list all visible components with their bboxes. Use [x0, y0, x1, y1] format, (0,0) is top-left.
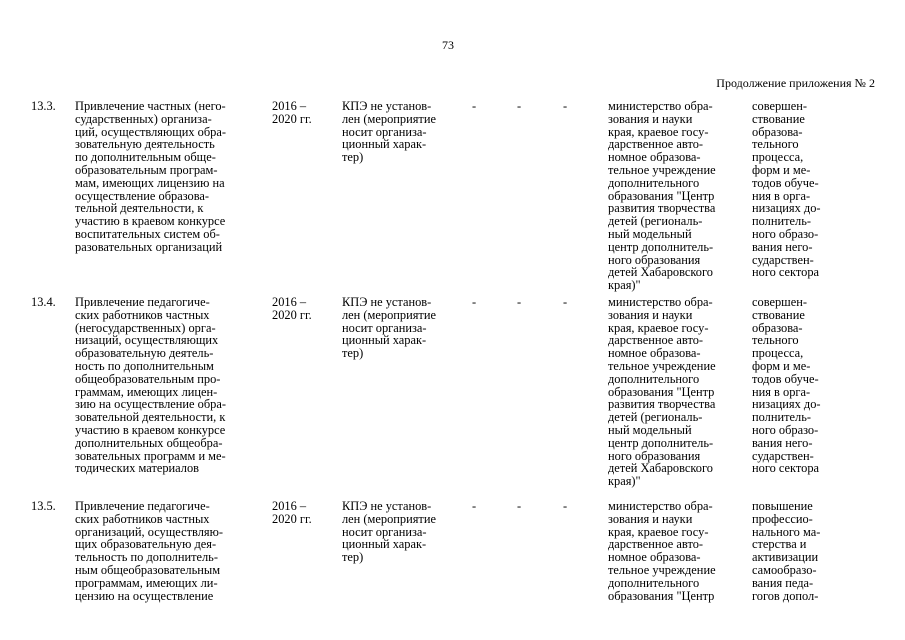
value-dash: -: [472, 295, 477, 309]
row-number: 13.3.: [31, 99, 56, 113]
value-dash: -: [472, 99, 477, 113]
value-dash: -: [517, 499, 522, 513]
value-dash: -: [517, 295, 522, 309]
responsible-executor: министерство обра- зования и науки края, краевое госу- дарственное авто- номное образова- тельное учреждение дополнительного образования "Центр развития творчества детей (региональ- ный модельный центр дополнитель- ного образования детей Хабаровского края)": [608, 99, 716, 293]
kpi-note: КПЭ не установ- лен (мероприятие носит организа- ционный харак- тер): [342, 295, 436, 361]
value-dash: -: [517, 99, 522, 113]
expected-result: совершен- ствование образова- тельного процесса, форм и ме- тодов обуче- ния в орга- низациях до- полнитель- ного образо- вания него- сударствен- ного сектора: [752, 99, 821, 280]
measure-name: Привлечение частных (него- сударственных) организа- ций, осуществляющих обра- зовательную деятельность по дополнительным обще- образовательным програм- мам, имеющих лицензию на осуществление образова- тельной деятельности, к участию в краевом конкурсе воспитательных систем об- разовательных организаций: [75, 99, 226, 254]
measures-table: [0, 100, 905, 640]
implementation-years: 2016 – 2020 гг.: [272, 295, 312, 322]
implementation-years: 2016 – 2020 гг.: [272, 99, 312, 126]
implementation-years: 2016 – 2020 гг.: [272, 499, 312, 526]
table-row: [0, 296, 905, 500]
expected-result: повышение профессио- нального ма- стерства и активизации самообразо- вания педа- гогов допол-: [752, 499, 821, 603]
kpi-note: КПЭ не установ- лен (мероприятие носит организа- ционный харак- тер): [342, 99, 436, 165]
measure-name: Привлечение педагогиче- ских работников частных организаций, осуществляю- щих образовательную дея- тельность по дополнитель- ным общеобразовательным программам, имеющих ли- цензию на осуществление: [75, 499, 223, 603]
value-dash: -: [472, 499, 477, 513]
value-dash: -: [563, 295, 568, 309]
responsible-executor: министерство обра- зования и науки края, краевое госу- дарственное авто- номное образова- тельное учреждение дополнительного образования "Центр: [608, 499, 716, 603]
row-number: 13.5.: [31, 499, 56, 513]
responsible-executor: министерство обра- зования и науки края, краевое госу- дарственное авто- номное образова- тельное учреждение дополнительного образования "Центр развития творчества детей (региональ- ный модельный центр дополнитель- ного образования детей Хабаровского края)": [608, 295, 716, 489]
table-row: [0, 100, 905, 296]
measure-name: Привлечение педагогиче- ских работников частных (негосударственных) орга- низаций, осуществляющих образовательную деятель- ность по дополнительным общеобразовательным про- граммам, имеющих лицен- зию на осуществление обра- зовательной деятельности, к участию в краевом конкурсе дополнительных общеобра- зовательных программ и ме- тодических материалов: [75, 295, 226, 476]
kpi-note: КПЭ не установ- лен (мероприятие носит организа- ционный харак- тер): [342, 499, 436, 565]
expected-result: совершен- ствование образова- тельного процесса, форм и ме- тодов обуче- ния в орга- низациях до- полнитель- ного образо- вания него- сударствен- ного сектора: [752, 295, 821, 476]
row-number: 13.4.: [31, 295, 56, 309]
page-number: 73: [442, 38, 454, 52]
continuation-label: Продолжение приложения № 2: [716, 76, 875, 90]
table-row: [0, 500, 905, 640]
value-dash: -: [563, 99, 568, 113]
value-dash: -: [563, 499, 568, 513]
